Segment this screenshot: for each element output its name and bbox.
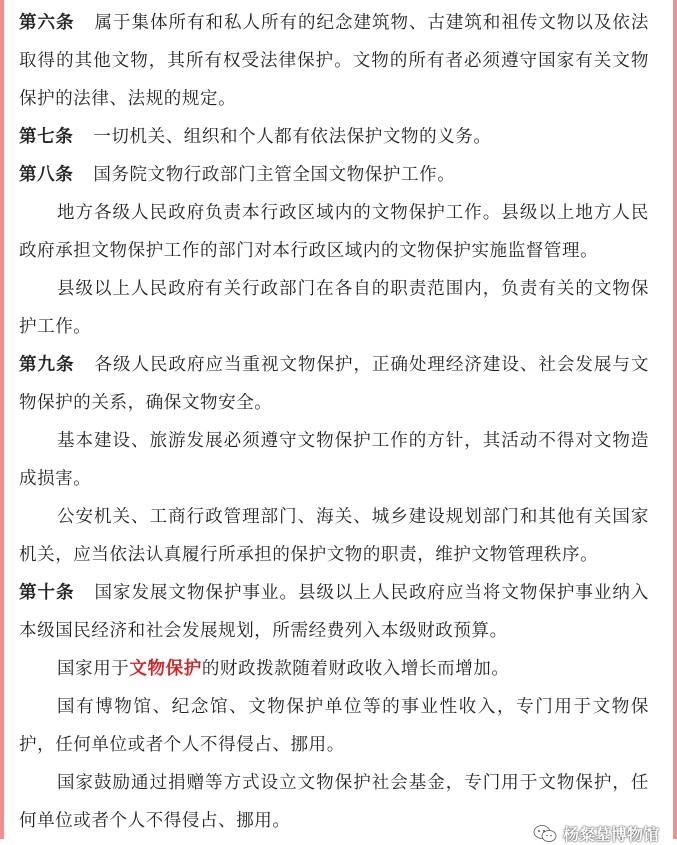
- watermark-text: 杨粲墓博物馆: [562, 825, 659, 844]
- article-7: [19, 118, 649, 156]
- article-10: [19, 574, 649, 650]
- article-label: 第九条: [19, 355, 75, 375]
- article-8: [19, 156, 649, 194]
- article-9-paragraph: 公安机关、工商行政管理部门、海关、城乡建设规划部门和其他有关国家机关，应当依法认真履行所承担的保护文物的职责，维护文物管理秩序。: [19, 507, 649, 565]
- article-10-paragraph: 国有博物馆、纪念馆、文物保护单位等的事业性收入，专门用于文物保护，任何单位或者个人不得侵占、挪用。: [19, 697, 649, 755]
- text-before: 国家用于: [57, 659, 130, 679]
- watermark: [533, 822, 659, 845]
- article-label: 第十条: [19, 583, 75, 603]
- article-text: 属于集体所有和私人所有的纪念建筑物、古建筑和祖传文物以及依法取得的其他文物，其所有权受法律保护。文物的所有者必须遵守国家有关文物保护的法律、法规的规定。: [19, 13, 649, 109]
- article-label: 第六条: [19, 13, 75, 33]
- article-6: [19, 4, 649, 118]
- document-body: [19, 4, 649, 840]
- article-9-paragraph: 基本建设、旅游发展必须遵守文物保护工作的方针，其活动不得对文物造成损害。: [19, 431, 649, 489]
- article-text: 各级人民政府应当重视文物保护，正确处理经济建设、社会发展与文物保护的关系，确保文物安全。: [19, 355, 649, 413]
- article-10-paragraph: 国家鼓励通过捐赠等方式设立文物保护社会基金，专门用于文物保护，任何单位或者个人不得侵占、挪用。: [19, 773, 649, 831]
- article-8-paragraph: 地方各级人民政府负责本行政区域内的文物保护工作。县级以上地方人民政府承担文物保护工作的部门对本行政区域内的文物保护实施监督管理。: [19, 203, 649, 261]
- article-label: 第七条: [19, 127, 74, 147]
- highlighted-term: 文物保护: [129, 659, 202, 679]
- article-text: 国务院文物行政部门主管全国文物保护工作。: [93, 165, 456, 185]
- article-text: 国家发展文物保护事业。县级以上人民政府应当将文物保护事业纳入本级国民经济和社会发展规划，所需经费列入本级财政预算。: [19, 583, 649, 641]
- text-after: 的财政拨款随着财政收入增长而增加。: [201, 659, 510, 679]
- article-10-highlight-paragraph: [19, 650, 649, 688]
- article-9: [19, 346, 649, 422]
- article-text: 一切机关、组织和个人都有依法保护文物的义务。: [93, 127, 492, 147]
- wechat-icon: [533, 824, 557, 844]
- article-label: 第八条: [19, 165, 74, 185]
- article-8-paragraph: 县级以上人民政府有关行政部门在各自的职责范围内，负责有关的文物保护工作。: [19, 279, 649, 337]
